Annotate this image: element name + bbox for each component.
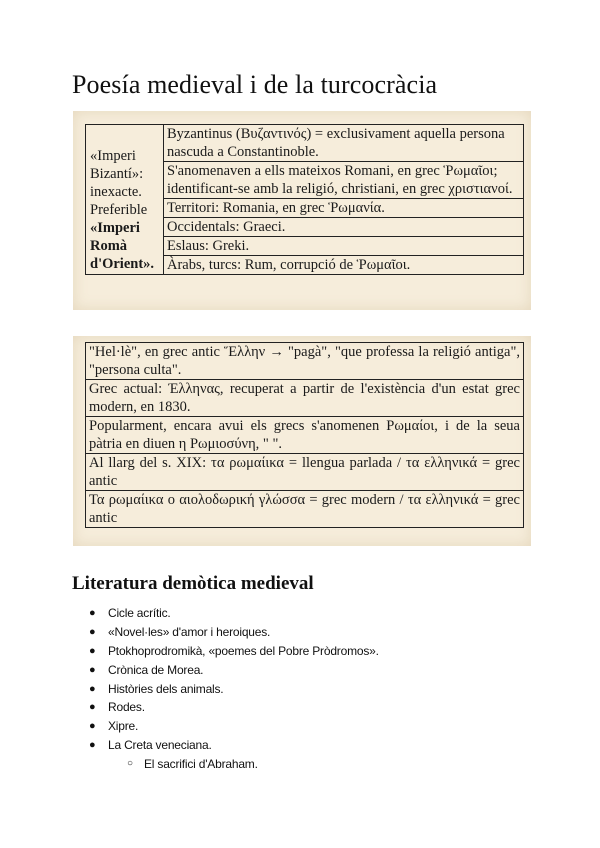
bullet-icon: ● [89,607,96,619]
table-row: Occidentals: Graeci. [164,218,524,237]
table-row: Àrabs, turcs: Rum, corrupció de Ῥωμαῖοι. [164,256,524,275]
greek-names-table [85,342,524,528]
page-title: Poesía medieval i de la turcocràcia [72,70,438,99]
byzantine-terms-table [85,124,524,275]
section-heading: Literatura demòtica medieval [72,573,314,594]
bullet-icon: ● [89,739,96,752]
list-item: ● «Novel·les» d'amor i heroiques. [89,624,271,639]
bullet-icon: ● [89,663,96,676]
list-item: ● Cicle acrític. [89,606,171,620]
list-item: ● Ptokhoprodromikà, «poemes del Pobre Pròdromos». [89,643,379,658]
circle-bullet-icon: ○ [127,758,133,770]
table-row: Byzantinus (Βυζαντινός) = exclusivament aquella persona nascuda a Constantinoble. [164,125,524,162]
table-row: "Hel·lè", en grec antic Ἕλλην → "pagà", "que professa la religió antiga", "persona culta". [86,343,524,380]
table-row: Popularment, encara avui els grecs s'anomenen Ρωμαίοι, i de la seua pàtria en diuen η Ρωμιοσύνη, " ". [86,417,524,454]
bullet-icon: ● [89,701,96,714]
bullet-icon: ● [89,682,96,695]
list-item: ● La Creta veneciana. [89,738,212,753]
literature-list [72,604,379,774]
scanned-table-image-2 [73,336,531,546]
list-item: ● Xipre. [89,719,139,734]
scanned-table-image-1 [73,111,531,310]
table-row: Territori: Romania, en grec Ῥωμανία. [164,199,524,218]
table-row: Grec actual: Έλληνας, recuperat a partir de l'existència d'un estat grec modern, en 1830. [86,380,524,417]
list-item: ● Rodes. [89,700,145,715]
table-row: Τα ρωμαίικα ο αιολοδωρική γλώσσα = grec modern / τα ελληνικά = grec antic [86,491,524,528]
list-item: ● Històries dels animals. [89,681,224,696]
table-row: Al llarg del s. XIX: τα ρωμαίικα = llengua parlada / τα ελληνικά = grec antic [86,454,524,491]
table-row: Eslaus: Greki. [164,237,524,256]
list-item: ● Crònica de Morea. [89,662,204,677]
bullet-icon: ● [89,644,96,657]
table-row: S'anomenaven a ells mateixos Romani, en grec Ῥωμαῖοι; identificant-se amb la religió, christiani, en grec χριστιανοί. [164,162,524,199]
sub-list-item: ○ El sacrifici d'Abraham. [127,757,258,772]
table-side-note: «Imperi Bizantí»: inexacte. Preferible «Imperi Romà d'Orient». [86,125,164,275]
bullet-icon: ● [89,720,96,733]
bullet-icon: ● [89,625,96,638]
